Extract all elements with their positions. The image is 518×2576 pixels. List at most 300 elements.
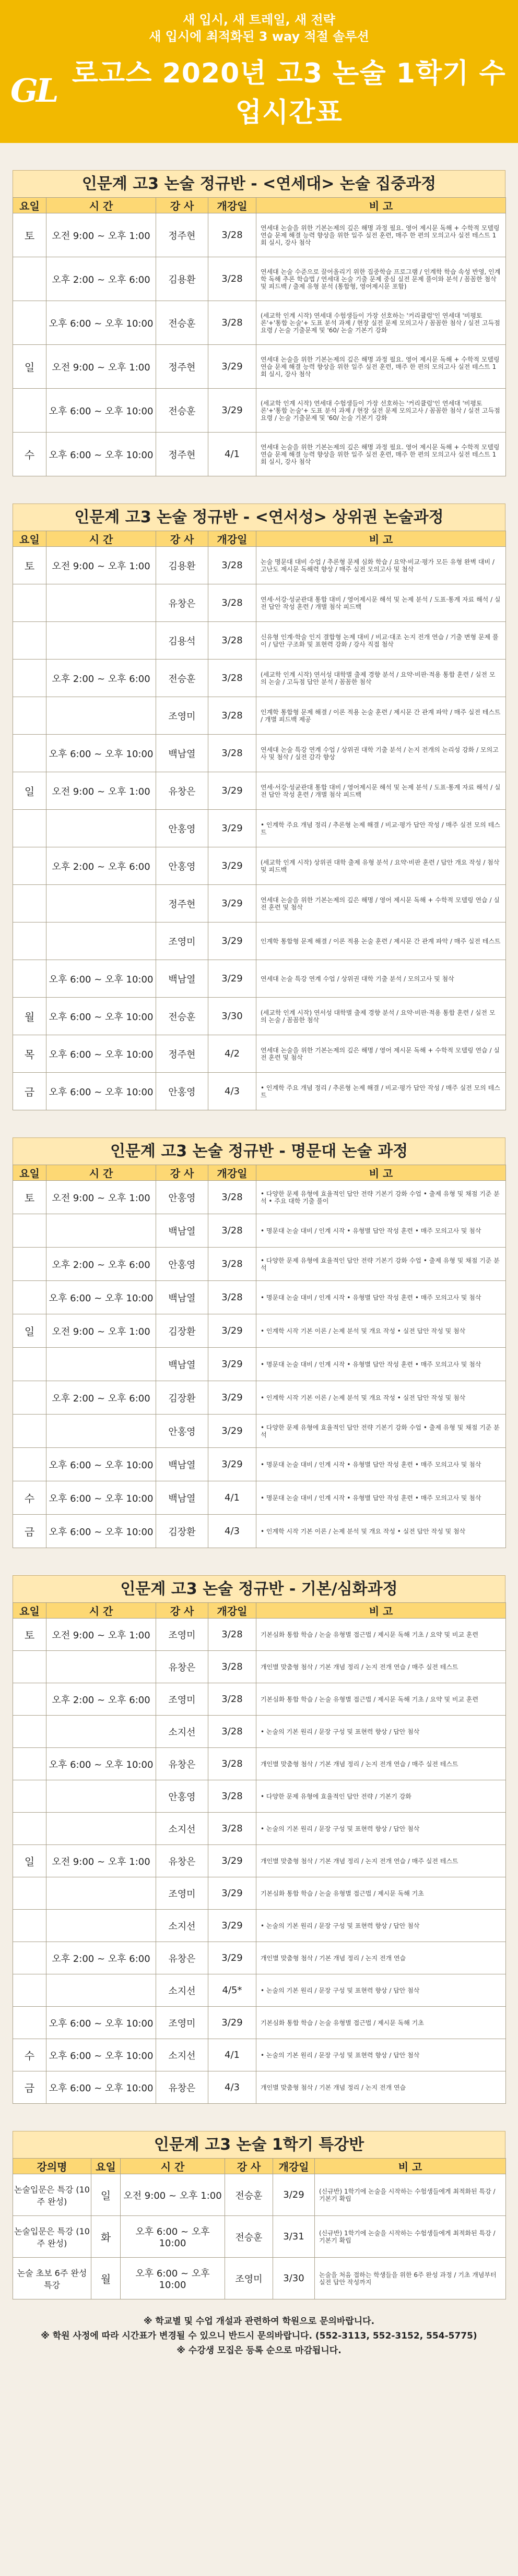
start-date-cell: 4/3 (208, 1073, 256, 1110)
time-cell: 오후 2:00 ~ 오후 6:00 (46, 847, 156, 885)
column-header: 요일 (13, 1603, 46, 1619)
teacher-cell: 김장환 (156, 1515, 208, 1548)
note-cell: 연세대 논술을 위한 기본논제의 깊은 해명 / 영어 제시문 독해 + 수학적 모델링 연습 / 실전 훈련 및 첨삭 (256, 1035, 506, 1073)
teacher-cell: 안홍영 (156, 1073, 208, 1110)
time-cell: 오후 6:00 ~ 오후 10:00 (46, 2039, 156, 2071)
time-cell (46, 1974, 156, 2007)
table-row (13, 1942, 506, 1974)
day-cell (13, 1748, 46, 1780)
day-cell (13, 697, 46, 735)
table-row (13, 1448, 506, 1481)
teacher-cell: 김장환 (156, 1314, 208, 1348)
start-date-cell: 3/28 (208, 1813, 256, 1845)
column-header: 강 사 (156, 1603, 208, 1619)
teacher-cell: 유창은 (156, 1942, 208, 1974)
column-header: 비 고 (256, 1603, 506, 1619)
column-header: 개강일 (208, 531, 256, 547)
start-date-cell: 3/28 (208, 1181, 256, 1214)
time-cell: 오후 6:00 ~ 오후 10:00 (121, 2258, 225, 2299)
day-cell: 일 (13, 345, 46, 389)
day-cell: 금 (13, 2071, 46, 2104)
note-cell: • 인계학 시작 기본 이론 / 논제 분석 및 개요 작성 • 실전 답안 작성 및 첨삭 (256, 1381, 506, 1415)
teacher-cell: 안홍영 (156, 1415, 208, 1448)
note-cell: • 논술의 기본 원리 / 문장 구성 및 표현력 향상 / 답안 첨삭 (256, 1813, 506, 1845)
time-cell (46, 1813, 156, 1845)
note-cell: (세교학 인계 시작) 연서성 대학별 출제 경향 분석 / 요약·비판·적용 통합 훈련 / 실전 모의 논술 / 고득점 답안 분석 / 꼼꼼한 첨삭 (256, 660, 506, 697)
teacher-cell: 백남열 (156, 735, 208, 772)
teacher-cell: 유창은 (156, 1845, 208, 1877)
teacher-cell: 백남열 (156, 960, 208, 998)
table-row (13, 1181, 506, 1214)
start-date-cell: 3/28 (208, 735, 256, 772)
teacher-cell: 백남열 (156, 1348, 208, 1381)
start-date-cell: 3/29 (208, 960, 256, 998)
day-cell: 수 (13, 2039, 46, 2071)
start-date-cell: 4/1 (208, 1481, 256, 1515)
start-date-cell: 4/3 (208, 1515, 256, 1548)
time-cell: 오후 6:00 ~ 오후 10:00 (46, 1035, 156, 1073)
table-row (13, 547, 506, 584)
day-cell (13, 1281, 46, 1314)
column-header: 강 사 (156, 531, 208, 547)
time-cell: 오후 6:00 ~ 오후 10:00 (46, 998, 156, 1035)
time-cell: 오후 6:00 ~ 오후 10:00 (46, 1748, 156, 1780)
start-date-cell: 3/29 (208, 2007, 256, 2039)
table-row (13, 1214, 506, 1248)
start-date-cell: 3/28 (208, 1780, 256, 1813)
note-cell: 인계학 통합형 문제 해결 / 이론 적용 논술 훈련 / 제시문 간 관계 파악 / 매주 실전 테스트 / 개별 피드백 제공 (256, 697, 506, 735)
time-cell: 오후 6:00 ~ 오후 10:00 (46, 1281, 156, 1314)
day-cell (13, 1214, 46, 1248)
title-row (10, 51, 508, 129)
time-cell (46, 1651, 156, 1683)
column-header: 개강일 (208, 198, 256, 213)
column-header: 시 간 (46, 531, 156, 547)
time-cell (46, 1214, 156, 1248)
start-date-cell: 3/29 (208, 1448, 256, 1481)
day-cell (13, 810, 46, 847)
column-header: 비 고 (256, 531, 506, 547)
start-date-cell: 3/29 (208, 1942, 256, 1974)
time-cell: 오후 2:00 ~ 오후 6:00 (46, 1381, 156, 1415)
table-row (13, 2258, 506, 2299)
time-cell: 오후 2:00 ~ 오후 6:00 (46, 660, 156, 697)
table-row (13, 584, 506, 622)
day-cell (13, 1813, 46, 1845)
teacher-cell: 백남열 (156, 1214, 208, 1248)
teacher-cell: 김용석 (156, 622, 208, 660)
table-row (13, 2007, 506, 2039)
day-cell (13, 1716, 46, 1748)
teacher-cell: 유창은 (156, 584, 208, 622)
table-row (13, 735, 506, 772)
start-date-cell: 3/31 (273, 2216, 315, 2258)
start-date-cell: 3/28 (208, 1214, 256, 1248)
teacher-cell: 소지선 (156, 1813, 208, 1845)
table-row (13, 1035, 506, 1073)
note-cell: 연세대 논술 수준으로 끌어올리기 위한 집중학습 프로그램 / 인계학 학습 속성 반영, 인계학 독해 추론 학습법 / 연세대 논술 기출 문제 중심 실전 문제 풀이와 분석 / 꼼꼼한 첨삭 및 피드백 / 출제 유형 분석 (통합형, 영어제시문 포함) (256, 257, 506, 301)
teacher-cell: 정주현 (156, 345, 208, 389)
day-cell: 일 (13, 1845, 46, 1877)
note-cell: 연세대 논술 특강 연계 수업 / 상위권 대학 기출 분석 / 모의고사 및 첨삭 (256, 960, 506, 998)
teacher-cell: 백남열 (156, 1281, 208, 1314)
timetable-sections (0, 170, 518, 2299)
note-cell: 개인별 맞춤형 첨삭 / 기본 개념 정리 / 논지 전개 연습 (256, 1942, 506, 1974)
teacher-cell: 안홍영 (156, 847, 208, 885)
table-row (13, 998, 506, 1035)
table-row (13, 301, 506, 345)
start-date-cell: 3/29 (208, 847, 256, 885)
teacher-cell: 조영미 (156, 2007, 208, 2039)
time-cell: 오후 6:00 ~ 오후 10:00 (46, 2071, 156, 2104)
time-cell: 오후 6:00 ~ 오후 10:00 (121, 2216, 225, 2258)
time-cell: 오후 6:00 ~ 오후 10:00 (46, 1448, 156, 1481)
teacher-cell: 백남열 (156, 1481, 208, 1515)
time-cell: 오전 9:00 ~ 오후 1:00 (46, 1181, 156, 1214)
day-cell (13, 1683, 46, 1716)
lecture-name-cell: 논술입문은 특강 (10주 완성) (13, 2216, 91, 2258)
day-cell: 토 (13, 213, 46, 257)
note-cell: 연세대 논술 특강 연계 수업 / 상위권 대학 기출 분석 / 논지 전개의 논리성 강화 / 모의고사 및 첨삭 / 실전 감각 향상 (256, 735, 506, 772)
table-row (13, 922, 506, 960)
table-row (13, 1481, 506, 1515)
day-cell (13, 2007, 46, 2039)
time-cell: 오전 9:00 ~ 오후 1:00 (46, 1314, 156, 1348)
day-cell (13, 1877, 46, 1910)
start-date-cell: 3/28 (208, 697, 256, 735)
start-date-cell: 3/29 (208, 1314, 256, 1348)
teacher-cell: 조영미 (156, 697, 208, 735)
table-row (13, 1877, 506, 1910)
start-date-cell: 3/28 (208, 1748, 256, 1780)
teacher-cell: 전승훈 (156, 301, 208, 345)
time-cell: 오후 2:00 ~ 오후 6:00 (46, 1248, 156, 1281)
day-cell: 수 (13, 1481, 46, 1515)
teacher-cell: 김용환 (156, 547, 208, 584)
start-date-cell: 3/29 (208, 1877, 256, 1910)
teacher-cell: 전승훈 (156, 389, 208, 433)
day-cell (13, 885, 46, 922)
logos-logo: GL (10, 71, 57, 110)
day-cell: 월 (91, 2258, 121, 2299)
time-cell: 오후 6:00 ~ 오후 10:00 (46, 1073, 156, 1110)
lecture-name-cell: 논술 초보 6주 완성 특강 (13, 2258, 91, 2299)
note-cell: 연세대 논술을 위한 기본논제의 깊은 해명 / 영어 제시문 독해 + 수학적 모델링 연습 / 실전 훈련 및 첨삭 (256, 885, 506, 922)
section-title: 인문계 고3 논술 정규반 - 명문대 논술 과정 (13, 1137, 505, 1165)
section-sec1 (13, 170, 505, 476)
column-header: 시 간 (121, 2159, 225, 2174)
note-cell: (세교학 인계 시작) 연세대 수험생들이 가장 선호하는 '커리큘럼'인 연세대 '비평토론'+'통합 논술'+ 도표 분석 과제 / 현장 실전 문제 모의고사 / 꼼꼼한 첨삭 / 실전 고득점 요령 / 논술 기출문제 및 '60/ 논술 기본기 강화 (256, 389, 506, 433)
section-title: 인문계 고3 논술 정규반 - <연세대> 논술 집중과정 (13, 170, 505, 197)
note-cell: 논술을 처음 접하는 학생들을 위한 6주 완성 과정 / 기초 개념부터 실전 답안 작성까지 (315, 2258, 506, 2299)
day-cell (13, 1448, 46, 1481)
start-date-cell: 3/29 (208, 1910, 256, 1942)
column-header: 강 사 (225, 2159, 273, 2174)
table-row (13, 1248, 506, 1281)
start-date-cell: 3/28 (208, 213, 256, 257)
teacher-cell: 전승훈 (225, 2216, 273, 2258)
footer-note-2: ※ 학원 사정에 따라 시간표가 변경될 수 있으니 반드시 문의바랍니다. (552-3113, 552-3152, 554-5775) (41, 2331, 477, 2341)
start-date-cell: 3/28 (208, 660, 256, 697)
header-row (13, 531, 506, 547)
start-date-cell: 3/28 (208, 257, 256, 301)
day-cell: 일 (91, 2174, 121, 2216)
teacher-cell: 안홍영 (156, 1780, 208, 1813)
time-cell (46, 1415, 156, 1448)
column-header: 시 간 (46, 198, 156, 213)
teacher-cell: 안홍영 (156, 1181, 208, 1214)
header-row (13, 1165, 506, 1181)
start-date-cell: 3/28 (208, 1619, 256, 1651)
start-date-cell: 3/28 (208, 1281, 256, 1314)
time-cell (46, 1716, 156, 1748)
section-sec4 (13, 1575, 505, 2104)
time-cell: 오전 9:00 ~ 오후 1:00 (46, 772, 156, 810)
table-row (13, 1780, 506, 1813)
day-cell (13, 301, 46, 345)
note-cell: 기본심화 통합 학습 / 논술 유형별 접근법 / 제시문 독해 기초 / 요약 및 비교 훈련 (256, 1619, 506, 1651)
section-title: 인문계 고3 논술 1학기 특강반 (13, 2131, 505, 2158)
time-cell: 오후 6:00 ~ 오후 10:00 (46, 389, 156, 433)
column-header: 시 간 (46, 1603, 156, 1619)
day-cell (13, 257, 46, 301)
table-row (13, 810, 506, 847)
teacher-cell: 정주현 (156, 433, 208, 476)
start-date-cell: 3/28 (208, 1683, 256, 1716)
note-cell: 기본심화 통합 학습 / 논술 유형별 접근법 / 제시문 독해 기초 (256, 1877, 506, 1910)
note-cell: 연세대 논술을 위한 기본논제의 깊은 해명 과정 필요. 영어 제시문 독해 + 수학적 모델링 연습 문제 해결 능력 향상을 위한 일주 실전 훈련, 매주 한 편의 모의고사 실전 테스트 1회 실시, 강사 첨삭 (256, 213, 506, 257)
start-date-cell: 3/29 (273, 2174, 315, 2216)
table-row (13, 1348, 506, 1381)
header-banner (0, 0, 518, 143)
teacher-cell: 전승훈 (156, 660, 208, 697)
header-row (13, 198, 506, 213)
note-cell: • 명문대 논술 대비 / 인계 시작 • 유형별 답안 작성 훈련 • 매주 모의고사 및 첨삭 (256, 1348, 506, 1381)
lecture-name-cell: 논술입문은 특강 (10주 완성) (13, 2174, 91, 2216)
note-cell: • 논술의 기본 원리 / 문장 구성 및 표현력 향상 / 답안 첨삭 (256, 1716, 506, 1748)
start-date-cell: 3/29 (208, 885, 256, 922)
note-cell: 개인별 맞춤형 첨삭 / 기본 개념 정리 / 논지 전개 연습 / 매주 실전 테스트 (256, 1748, 506, 1780)
table-row (13, 1716, 506, 1748)
time-cell (46, 697, 156, 735)
table-row (13, 1619, 506, 1651)
note-cell: 논술 명문대 대비 수업 / 추론형 문제 심화 학습 / 요약·비교·평가 모든 유형 완벽 대비 / 고난도 제시문 독해력 향상 / 매주 실전 모의고사 및 첨삭 (256, 547, 506, 584)
section-sec3 (13, 1137, 505, 1548)
time-cell: 오후 6:00 ~ 오후 10:00 (46, 2007, 156, 2039)
note-cell: • 다양한 문제 유형에 효율적인 답안 전략 기본기 강화 수업 • 출제 유형 및 채점 기준 분석 (256, 1248, 506, 1281)
table-row (13, 2174, 506, 2216)
time-cell (46, 584, 156, 622)
note-cell: • 인계학 시작 기본 이론 / 논제 분석 및 개요 작성 • 실전 답안 작성 및 첨삭 (256, 1314, 506, 1348)
time-cell: 오후 6:00 ~ 오후 10:00 (46, 301, 156, 345)
column-header: 비 고 (315, 2159, 506, 2174)
note-cell: 개인별 맞춤형 첨삭 / 기본 개념 정리 / 논지 전개 연습 / 매주 실전 테스트 (256, 1651, 506, 1683)
teacher-cell: 소지선 (156, 1910, 208, 1942)
teacher-cell: 김용환 (156, 257, 208, 301)
day-cell (13, 1651, 46, 1683)
teacher-cell: 소지선 (156, 1974, 208, 2007)
table-row (13, 847, 506, 885)
day-cell (13, 1248, 46, 1281)
start-date-cell: 4/3 (208, 2071, 256, 2104)
start-date-cell: 3/29 (208, 345, 256, 389)
column-header: 개강일 (208, 1603, 256, 1619)
table-row (13, 1748, 506, 1780)
table-row (13, 1515, 506, 1548)
teacher-cell: 정주현 (156, 213, 208, 257)
time-cell: 오후 2:00 ~ 오후 6:00 (46, 257, 156, 301)
teacher-cell: 김장환 (156, 1381, 208, 1415)
section-title: 인문계 고3 논술 정규반 - 기본/심화과정 (13, 1575, 505, 1602)
schedule-table (13, 1165, 506, 1548)
day-cell (13, 1942, 46, 1974)
start-date-cell: 3/30 (208, 998, 256, 1035)
start-date-cell: 3/28 (208, 1248, 256, 1281)
time-cell: 오후 6:00 ~ 오후 10:00 (46, 1515, 156, 1548)
note-cell: • 다양한 문제 유형에 효율적인 답안 전략 기본기 강화 수업 • 출제 유형 및 채점 기준 분석 (256, 1415, 506, 1448)
note-cell: 연세·서강·성균관대 통합 대비 / 영어제시문 해석 및 논제 분석 / 도표·통계 자료 해석 / 실전 답안 작성 훈련 / 개별 첨삭 피드백 (256, 772, 506, 810)
note-cell: • 논술의 기본 원리 / 문장 구성 및 표현력 향상 / 답안 첨삭 (256, 1910, 506, 1942)
teacher-cell: 조영미 (156, 922, 208, 960)
table-row (13, 1845, 506, 1877)
teacher-cell: 전승훈 (156, 998, 208, 1035)
time-cell (46, 1780, 156, 1813)
time-cell (46, 1348, 156, 1381)
note-cell: 인계학 통합형 문제 해결 / 이론 적용 논술 훈련 / 제시문 간 관계 파악 / 매주 실전 테스트 (256, 922, 506, 960)
start-date-cell: 3/29 (208, 810, 256, 847)
day-cell (13, 960, 46, 998)
start-date-cell: 3/29 (208, 1845, 256, 1877)
day-cell (13, 1381, 46, 1415)
footer-note-1: ※ 학교별 및 수업 개설과 관련하여 학원으로 문의바랍니다. (143, 2316, 375, 2327)
note-cell: (신규반) 1학기에 논술을 시작하는 수험생들에게 최적화된 특강 / 기본기 확립 (315, 2174, 506, 2216)
table-row (13, 213, 506, 257)
note-cell: • 다양한 문제 유형에 효율적인 답안 전략 기본기 강화 수업 • 출제 유형 및 채점 기준 분석 • 주요 대학 기출 풀이 (256, 1181, 506, 1214)
footer-notes (0, 2299, 518, 2374)
day-cell: 토 (13, 1619, 46, 1651)
note-cell: 기본심화 통합 학습 / 논술 유형별 접근법 / 제시문 독해 기초 (256, 2007, 506, 2039)
teacher-cell: 전승훈 (225, 2174, 273, 2216)
note-cell: 연세대 논술을 위한 기본논제의 깊은 해명 과정 필요. 영어 제시문 독해 + 수학적 모델링 연습 문제 해결 능력 향상을 위한 일주 실전 훈련, 매주 한 편의 모의고사 실전 테스트 1회 실시, 강사 첨삭 (256, 345, 506, 389)
table-row (13, 257, 506, 301)
table-row (13, 433, 506, 476)
day-cell: 화 (91, 2216, 121, 2258)
table-row (13, 2039, 506, 2071)
column-header: 강 사 (156, 1165, 208, 1181)
day-cell (13, 1415, 46, 1448)
header-subtitle-1: 새 입시, 새 트레일, 새 전략 (183, 13, 335, 27)
section-sec5 (13, 2131, 505, 2299)
teacher-cell: 소지선 (156, 1716, 208, 1748)
start-date-cell: 3/29 (208, 1348, 256, 1381)
day-cell (13, 1974, 46, 2007)
day-cell (13, 622, 46, 660)
note-cell: • 인계학 시작 기본 이론 / 논제 분석 및 개요 작성 • 실전 답안 작성 및 첨삭 (256, 1515, 506, 1548)
day-cell: 일 (13, 772, 46, 810)
table-row (13, 2216, 506, 2258)
column-header: 시 간 (46, 1165, 156, 1181)
note-cell: (세교학 인계 시작) 연서성 대학별 출제 경향 분석 / 요약·비판·적용 통합 훈련 / 실전 모의 논술 / 꼼꼼한 첨삭 (256, 998, 506, 1035)
column-header: 요일 (13, 1165, 46, 1181)
start-date-cell: 3/28 (208, 547, 256, 584)
start-date-cell: 4/1 (208, 2039, 256, 2071)
section-title: 인문계 고3 논술 정규반 - <연서성> 상위권 논술과정 (13, 504, 505, 531)
header-row (13, 1603, 506, 1619)
note-cell: • 인계학 주요 개념 정리 / 추론형 논제 해결 / 비교·평가 답안 작성 / 매주 실전 모의 테스트 (256, 1073, 506, 1110)
table-row (13, 660, 506, 697)
note-cell: • 명문대 논술 대비 / 인계 시작 • 유형별 답안 작성 훈련 • 매주 모의고사 및 첨삭 (256, 1481, 506, 1515)
note-cell: 기본심화 통합 학습 / 논술 유형별 접근법 / 제시문 독해 기초 / 요약 및 비교 훈련 (256, 1683, 506, 1716)
time-cell: 오전 9:00 ~ 오후 1:00 (46, 213, 156, 257)
day-cell: 토 (13, 1181, 46, 1214)
teacher-cell: 안홍영 (156, 810, 208, 847)
time-cell (46, 622, 156, 660)
header-subtitle-2: 새 입시에 최적화된 3 way 적절 솔루션 (149, 29, 369, 44)
start-date-cell: 3/29 (208, 1415, 256, 1448)
column-header: 요일 (13, 531, 46, 547)
table-row (13, 1073, 506, 1110)
note-cell: (세교학 인계 시작) 상위권 대학 출제 유형 분석 / 요약·비판 훈련 / 답안 개요 작성 / 첨삭 및 피드백 (256, 847, 506, 885)
note-cell: 신유형 인계·학술 인지 결합형 논제 대비 / 비교·대조 논지 전개 연습 / 기출 변형 문제 풀이 / 답안 구조화 및 표현력 강화 / 강사 직접 첨삭 (256, 622, 506, 660)
schedule-table (13, 1602, 506, 2104)
time-cell (46, 885, 156, 922)
table-row (13, 960, 506, 998)
teacher-cell: 조영미 (156, 1877, 208, 1910)
table-row (13, 697, 506, 735)
day-cell: 수 (13, 433, 46, 476)
note-cell: • 인계학 주요 개념 정리 / 추론형 논제 해결 / 비교·평가 답안 작성 / 매주 실전 모의 테스트 (256, 810, 506, 847)
time-cell: 오전 9:00 ~ 오후 1:00 (46, 547, 156, 584)
schedule-table (13, 197, 506, 476)
start-date-cell: 4/2 (208, 1035, 256, 1073)
teacher-cell: 소지선 (156, 2039, 208, 2071)
day-cell: 일 (13, 1314, 46, 1348)
table-row (13, 1813, 506, 1845)
start-date-cell: 3/28 (208, 301, 256, 345)
start-date-cell: 3/28 (208, 622, 256, 660)
teacher-cell: 유창은 (156, 2071, 208, 2104)
table-row (13, 389, 506, 433)
column-header: 개강일 (208, 1165, 256, 1181)
day-cell (13, 584, 46, 622)
note-cell: • 명문대 논술 대비 / 인계 시작 • 유형별 답안 작성 훈련 • 매주 모의고사 및 첨삭 (256, 1448, 506, 1481)
teacher-cell: 정주현 (156, 1035, 208, 1073)
time-cell (46, 1910, 156, 1942)
day-cell: 토 (13, 547, 46, 584)
teacher-cell: 정주현 (156, 885, 208, 922)
column-header: 비 고 (256, 198, 506, 213)
start-date-cell: 4/1 (208, 433, 256, 476)
start-date-cell: 3/29 (208, 772, 256, 810)
day-cell (13, 389, 46, 433)
schedule-table (13, 531, 506, 1110)
section-sec2 (13, 504, 505, 1110)
day-cell: 금 (13, 1515, 46, 1548)
table-row (13, 772, 506, 810)
day-cell: 월 (13, 998, 46, 1035)
table-row (13, 345, 506, 389)
day-cell (13, 847, 46, 885)
footer-note-3: ※ 수강생 모집은 등록 순으로 마감됩니다. (176, 2345, 342, 2356)
start-date-cell: 3/29 (208, 922, 256, 960)
time-cell: 오전 9:00 ~ 오후 1:00 (46, 345, 156, 389)
time-cell: 오후 6:00 ~ 오후 10:00 (46, 960, 156, 998)
note-cell: 개인별 맞춤형 첨삭 / 기본 개념 정리 / 논지 전개 연습 (256, 2071, 506, 2104)
column-header: 개강일 (273, 2159, 315, 2174)
note-cell: • 명문대 논술 대비 / 인계 시작 • 유형별 답안 작성 훈련 • 매주 모의고사 및 첨삭 (256, 1214, 506, 1248)
teacher-cell: 유창은 (156, 772, 208, 810)
time-cell: 오후 6:00 ~ 오후 10:00 (46, 433, 156, 476)
